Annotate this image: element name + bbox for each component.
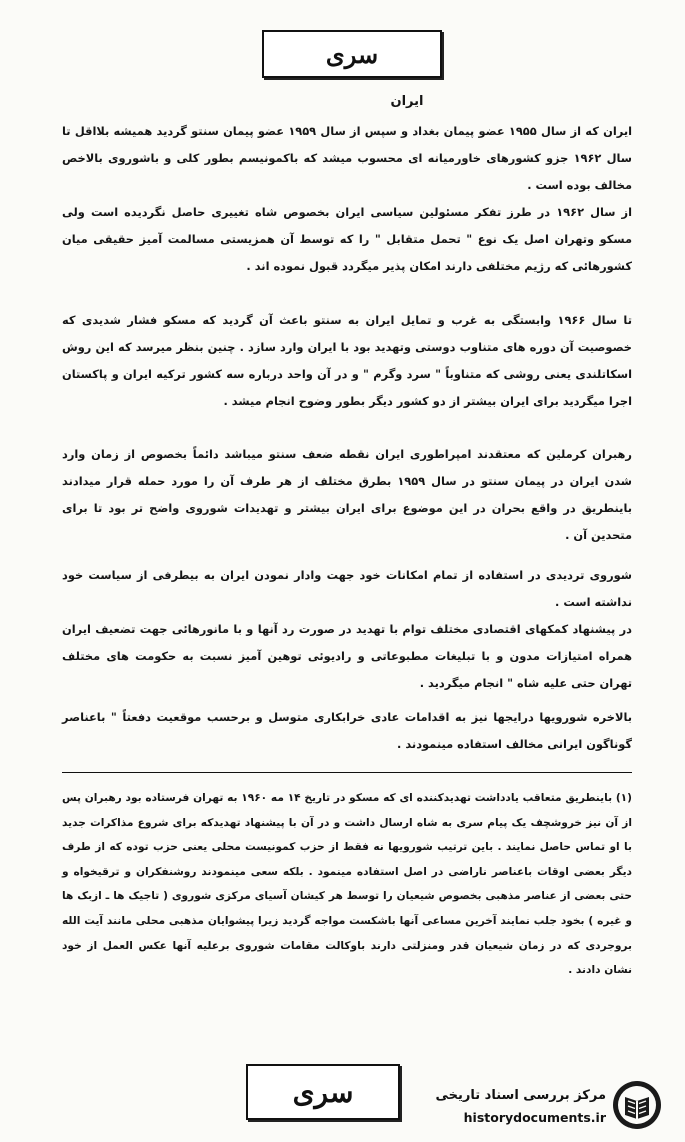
paragraph-3: تا سال ۱۹۶۶ وابستگی به غرب و تمایل ایران به سنتو باعث آن گردید که مسکو فشار شدیدی که خصوصیت آن دوره های متناوب دوستی وتهدید بود با ایران وارد سازد . چنین بنظر میرسد که این روش اسکاتلندی یعنی روشی که متناوباً " سرد وگرم " و در آن واحد درباره سه کشور ترکیه ایران و پاکستان اجرا میگردید برای ایران بیشتر از دو کشور دیگر بطور وضوح انجام میشد . [62, 313, 632, 408]
watermark-url[interactable]: historydocuments.ir [463, 1110, 606, 1125]
paragraph-7: بالاخره شورویها درایجها نیز به اقدامات عادی خرابکاری متوسل و برحسب موقعیت دفعتاً " باعناصر گوناگون ایرانی مخالف استفاده مینمودند . [62, 710, 632, 751]
paragraph-2: از سال ۱۹۶۲ در طرز تفکر مسئولین سیاسی ایران بخصوص شاه تغییری حاصل نگردیده است ولی مسکو وتهران اصل یک نوع " تحمل متقابل " را که توسط آن همزیستی مسالمت آمیز حقیقی میان کشورهائی که رژیم مختلفی دارند امکان پذیر میگردد قبول نموده اند . [62, 205, 632, 273]
paragraph-1: ایران که از سال ۱۹۵۵ عضو پیمان بغداد و سپس از سال ۱۹۵۹ عضو پیمان سنتو گردید همیشه بلااقل تا سال ۱۹۶۲ جزو کشورهای خاورمیانه ای محسوب میشد که باکمونیسم بطور کلی و باشوروی بالاخص مخالف بوده است . [62, 124, 632, 192]
document-heading: ایران [390, 94, 424, 109]
paragraph-6: در پیشنهاد کمکهای اقتصادی مختلف توام با تهدید در صورت رد آنها و با مانورهائی جهت تضعیف ایران همراه امتیازات مدون و با تبلیغات مطبوعاتی و رادیوئی توهین آمیز نسبت به حکومت های مختلف تهران حتی علیه شاه " انجام میگردید . [62, 622, 632, 690]
paragraph-5: شوروی تردیدی در استفاده از تمام امکانات خود جهت وادار نمودن ایران به بیطرفی از سیاست خود نداشته است . [62, 568, 632, 609]
paragraph-4: رهبران کرملین که معتقدند امپراطوری ایران نقطه ضعف سنتو میباشد دائماً بخصوص از زمان وارد شدن ایران در پیمان سنتو در سال ۱۹۵۹ بطرق مختلف از هر طرف آن را مورد حمله قرار میدادند باینطریق در واقع بحران در این موضوع برای ایران بیشتر و تهدیدات شوروی واضح تر بود تا برای متحدین آن . [62, 447, 632, 542]
watermark-title: مرکز بررسی اسناد تاریخی [435, 1088, 606, 1103]
footnote: (۱) باینطریق متعاقب یادداشت تهدیدکننده ای که مسکو در تاریخ ۱۴ مه ۱۹۶۰ به تهران فرستاده بود رهبران پس از آن نیز خروشچف یک پیام سری به شاه ارسال داشت و در آن با پیشنهاد تهدیدکه برای شروع مذاکرات جدید با او تماس حاصل نمایند . باین ترتیب شورویها نه فقط از حزب کمونیست محلی یعنی حزب توده که از طرف دیگر بعضی اوقات باعناصر ناراضی در اصل استفاده مینمود . بلکه سعی مینمودند روشنفکران و ترقیخواه و حتی بعضی از عناصر مذهبی بخصوص شیعیان را توسط هر کیشان آسیای مرکزی شوروی ( تاجیک ها ـ ازبک ها و غیره ) بخود جلب نمایند آخرین مساعی آنها باشکست مواجه گردید زیرا پیشوایان مذهبی محلی مانند آیت الله بروجردی که در زمان شیعیان قدر ومنزلتی دارند باوکالت مقامات شوروی برعلیه آنها عکس العمل از خود نشان دادند . [62, 792, 632, 977]
classification-stamp-top: سری [262, 30, 442, 78]
book-emblem-icon [611, 1079, 663, 1131]
classification-stamp-bottom: سری [246, 1064, 400, 1120]
footnote-divider [62, 772, 632, 773]
